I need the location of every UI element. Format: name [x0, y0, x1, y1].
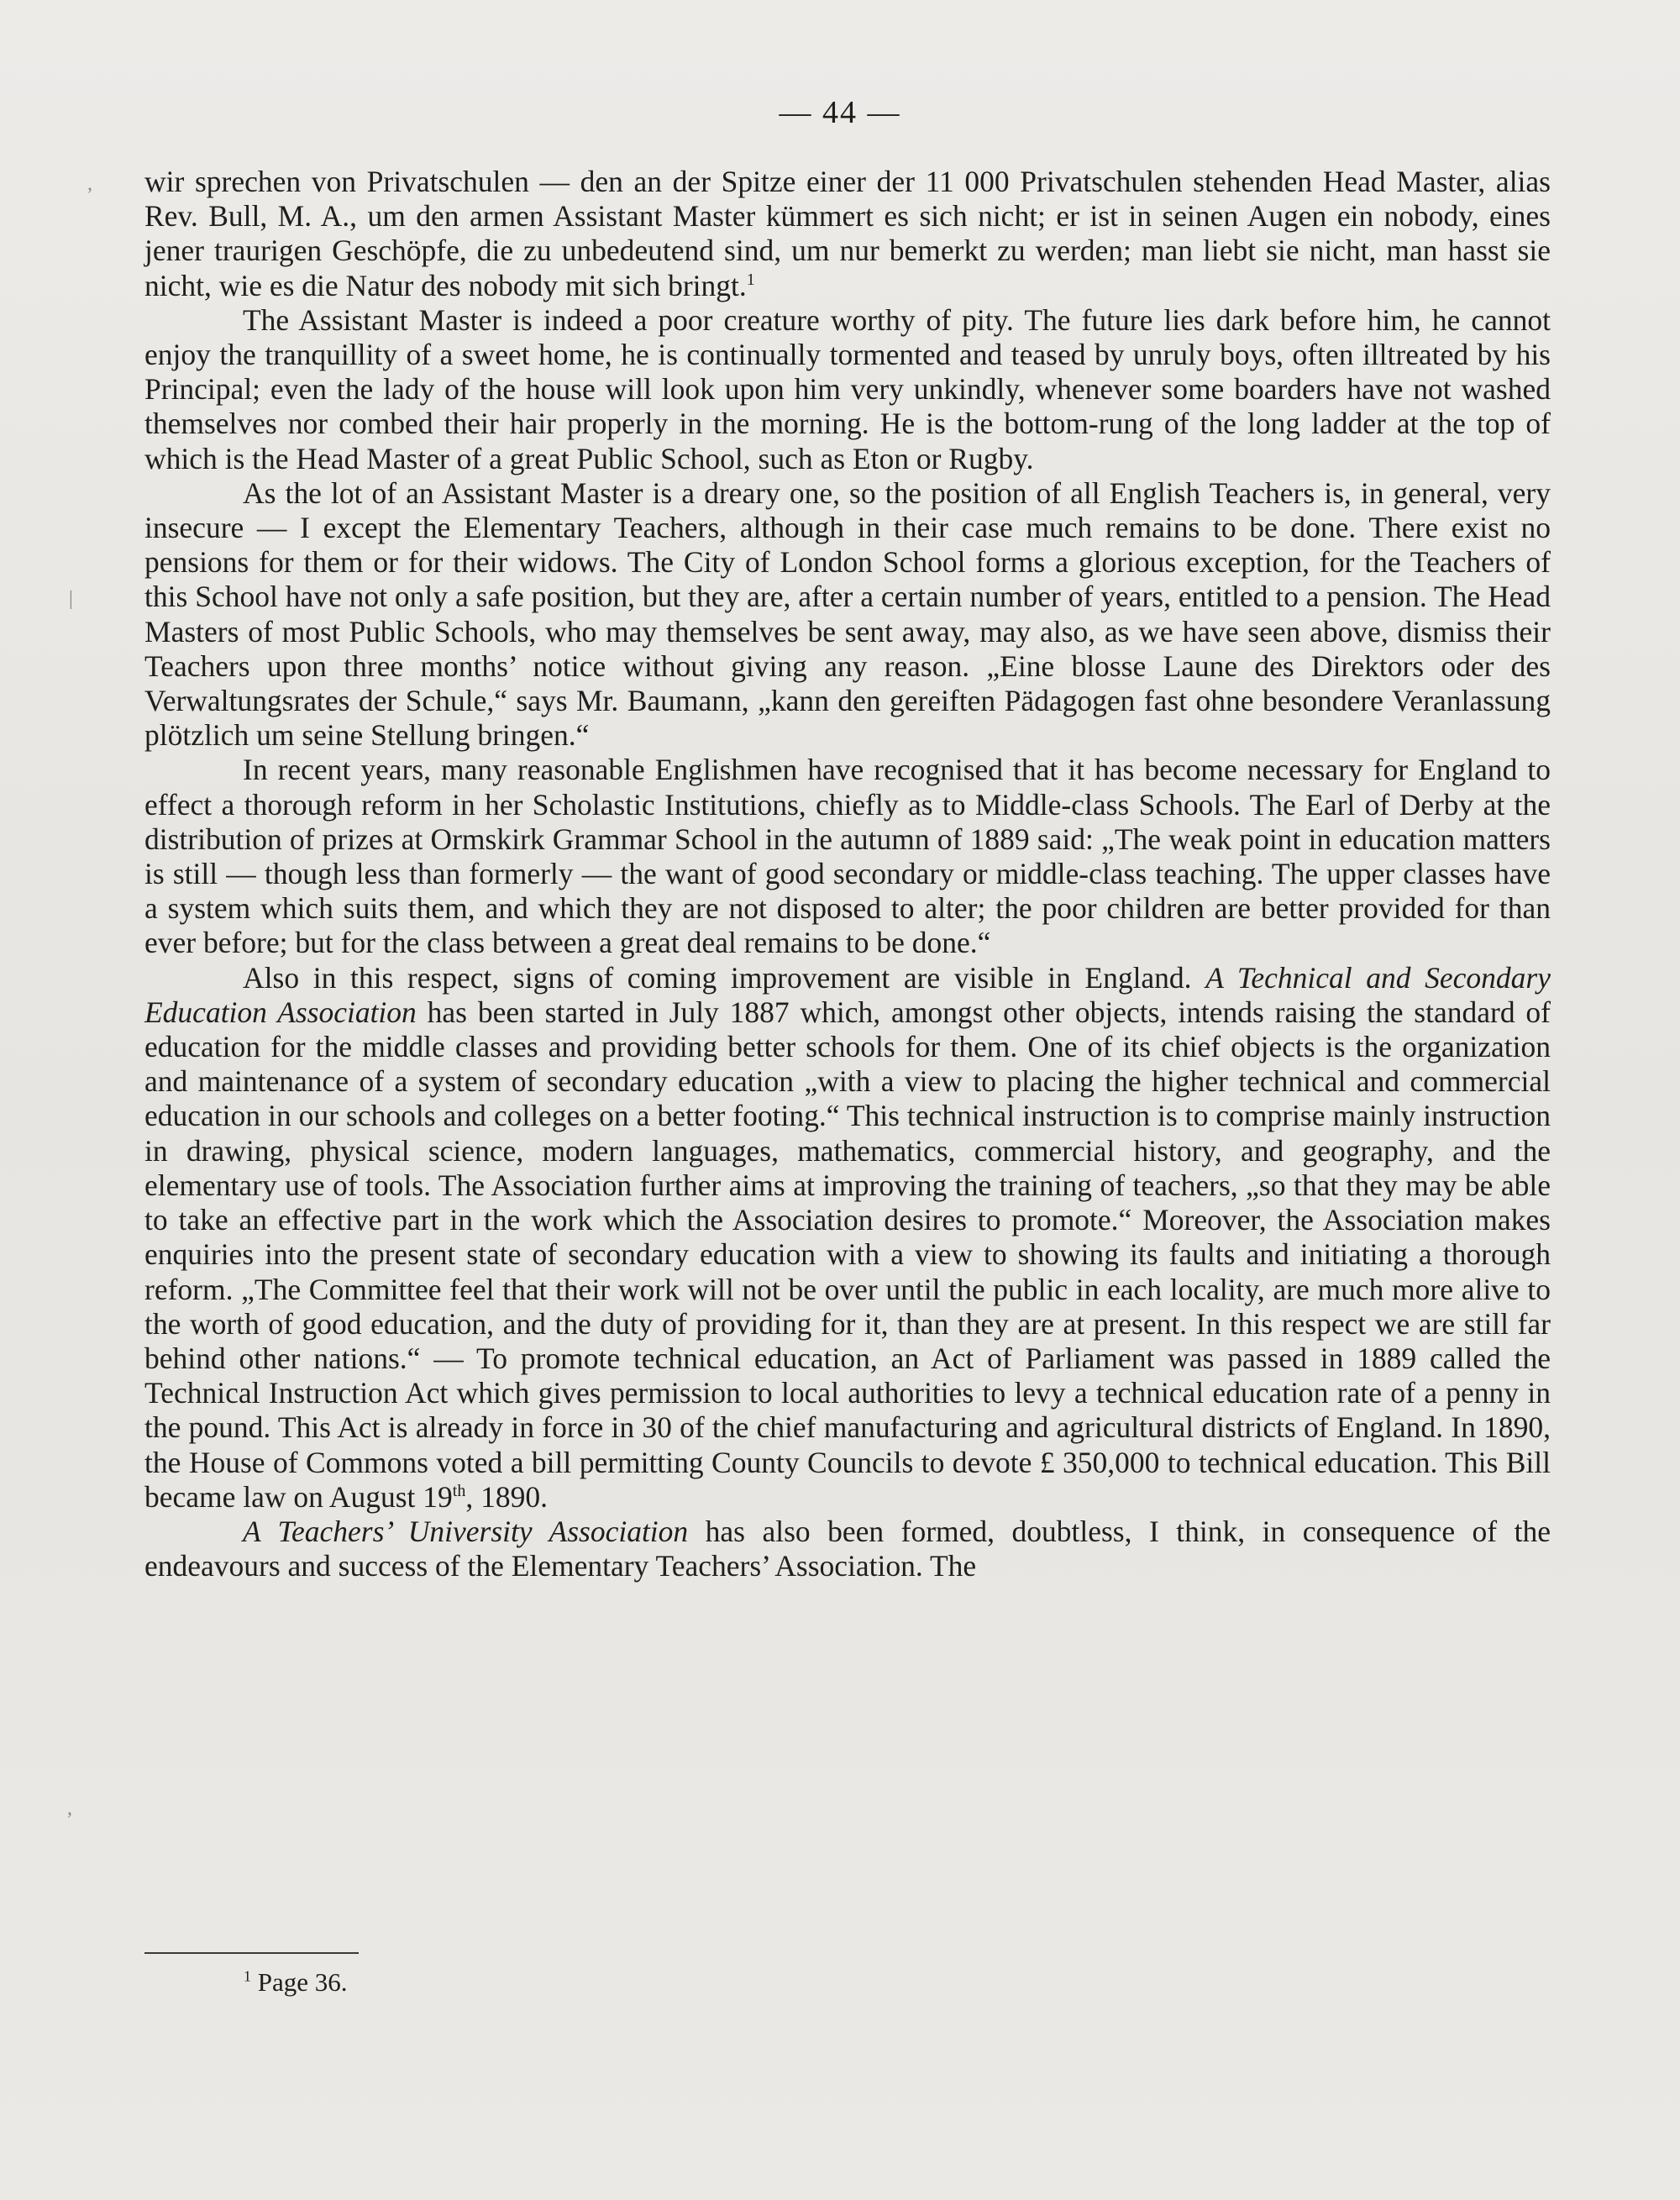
paragraph: Also in this respect, signs of coming improvement are visible in England. A Technical and Secondary Education Association has been started in July 1887 which, amongst other objects, intends raising the standard of education for the middle classes and providing better schools for them. One of its chief objects is the organization and maintenance of a system of secondary education „with a view to placing the higher technical and commercial education in our schools and colleges on a better footing.“ This technical instruction is to comprise mainly instruction in drawing, physical science, modern languages, mathematics, commercial history, and geography, and the elementary use of tools. The Association further aims at improving the training of teachers, „so that they may be able to take an effective part in the work which the Association desires to promote.“ Moreover, the Association makes enquiries into the present state of secondary education with a view to showing its faults and initiating a thorough reform. „The Committee feel that their work will not be over until the public in each locality, are much more alive to the worth of good education, and the duty of providing for it, than they are at present. In this respect we are still far behind other nations.“ — To promote technical education, an Act of Parliament was passed in 1889 called the Technical Instruction Act which gives permission to local authorities to levy a technical education rate of a penny in the pound. This Act is already in force in 30 of the chief manufacturing and agricultural districts of England. In 1890, the House of Commons voted a bill permitting County Councils to devote £ 350,000 to technical education. This Bill became law on August 19th, 1890. — [144, 960, 1551, 1514]
footnote-divider — [144, 1952, 359, 1954]
margin-speck: , — [67, 1798, 72, 1819]
body-text — [144, 165, 1551, 1583]
margin-speck: , — [87, 173, 92, 195]
italic-title: A Teachers’ University Association — [243, 1514, 689, 1548]
footnote-reference: 1 — [746, 270, 755, 289]
margin-speck: | — [69, 588, 73, 610]
page-number: — 44 — — [779, 95, 901, 130]
italic-title: A Technical and Secondary Education Association — [144, 960, 1551, 1029]
footnote-marker: 1 — [244, 1967, 251, 1985]
paragraph: In recent years, many reasonable Englishmen have recognised that it has become necessary for England to effect a thorough reform in her Scholastic Institutions, chiefly as to Middle-class Schools. The Earl of Derby at the distribution of prizes at Ormskirk Grammar School in the autumn of 1889 said: „The weak point in education matters is still — though less than formerly — the want of good secondary or middle-class teaching. The upper classes have a system which suits them, and which they are not disposed to alter; the poor children are better provided for than ever before; but for the class between a great deal remains to be done.“ — [144, 753, 1551, 960]
paragraph: The Assistant Master is indeed a poor creature worthy of pity. The future lies dark before him, he cannot enjoy the tranquillity of a sweet home, he is continually tormented and teased by unruly boys, often illtreated by his Principal; even the lady of the house will look upon him very unkindly, whenever some boarders have not washed themselves nor combed their hair properly in the morning. He is the bottom-rung of the long ladder at the top of which is the Head Master of a great Public School, such as Eton or Rugby. — [144, 302, 1551, 475]
ordinal-suffix: th — [452, 1481, 466, 1500]
paragraph: wir sprechen von Privatschulen — den an der Spitze einer der 11 000 Privatschulen stehenden Head Master, alias Rev. Bull, M. A., um den armen Assistant Master kümmert es sich nicht; er ist in seinen Augen ein nobody, eines jener traurigen Geschöpfe, die zu unbedeutend sind, um nur bemerkt zu werden; man liebt sie nicht, man hasst sie nicht, wie es die Natur des nobody mit sich bringt.$^1$ — [144, 165, 1551, 302]
paragraph: As the lot of an Assistant Master is a dreary one, so the position of all English Teachers is, in general, very insecure — I except the Elementary Teachers, although in their case much remains to be done. There exist no pensions for them or for their widows. The City of London School forms a glorious exception, for the Teachers of this School have not only a safe position, but they are, after a certain number of years, entitled to a pension. The Head Masters of most Public Schools, who may themselves be sent away, may also, as we have seen above, dismiss their Teachers upon three months’ notice without giving any reason. „Eine blosse Laune des Direktors oder des Verwaltungsrates der Schule,“ says Mr. Baumann, „kann den gereiften Pädagogen fast ohne besondere Veranlassung plötzlich um seine Stellung bringen.“ — [144, 475, 1551, 753]
paragraph: A Teachers’ University Association has also been formed, doubtless, I think, in consequence of the endeavours and success of the Elementary Teachers’ Association. The — [144, 1514, 1551, 1583]
footnote-text: Page 36. — [251, 1967, 348, 1997]
footnote — [244, 1967, 348, 1998]
